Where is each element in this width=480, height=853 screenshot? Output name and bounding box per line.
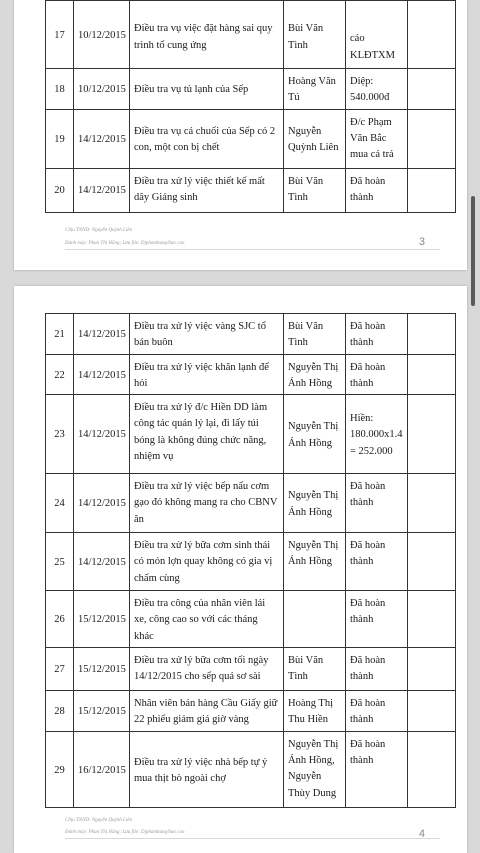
table-row — [46, 647, 456, 690]
table-row — [46, 109, 456, 168]
row-result: Diệp: 540.000đ — [346, 69, 408, 110]
row-person — [284, 591, 346, 648]
table-row — [46, 395, 456, 474]
row-number: 29 — [46, 731, 74, 807]
row-date: 10/12/2015 — [74, 69, 130, 110]
row-number: 28 — [46, 690, 74, 731]
row-person: Nguyễn Quỳnh Liên — [284, 109, 346, 168]
row-task: Điều tra công của nhân viên lái xe, công cao so với các tháng khác — [130, 591, 284, 648]
row-task: Điều tra xử lý việc vàng SJC tổ bán buôn — [130, 314, 284, 355]
row-number: 27 — [46, 647, 74, 690]
page-number: 4 — [418, 828, 425, 840]
row-empty-cell — [408, 109, 456, 168]
row-date: 14/12/2015 — [74, 354, 130, 395]
row-date: 14/12/2015 — [74, 395, 130, 474]
row-empty-cell — [408, 690, 456, 731]
row-task: Nhân viên bán hàng Cầu Giấy giữ 22 phiếu giảm giá giờ vàng — [130, 690, 284, 731]
table-row — [46, 533, 456, 591]
row-result: Đã hoàn thành — [346, 731, 408, 807]
row-result: Đã hoàn thành — [346, 474, 408, 533]
row-date: 15/12/2015 — [74, 690, 130, 731]
row-number: 20 — [46, 168, 74, 212]
table-row — [46, 474, 456, 533]
row-number: 22 — [46, 354, 74, 395]
row-task: Điều tra xử lý bữa cơm tối ngày 14/12/2015 cho sếp quá sơ sài — [130, 647, 284, 690]
row-person: Bùi Văn Tình — [284, 168, 346, 212]
row-number: 25 — [46, 533, 74, 591]
vertical-scrollbar[interactable] — [471, 196, 475, 306]
report-table — [45, 0, 456, 213]
row-result: Đã hoàn thành — [346, 591, 408, 648]
row-date: 14/12/2015 — [74, 109, 130, 168]
footer-divider — [65, 838, 440, 839]
document-page-3 — [14, 0, 467, 270]
document-page-4 — [14, 286, 467, 853]
footer-divider — [65, 249, 440, 250]
row-person: Nguyễn Thị Ánh Hồng — [284, 533, 346, 591]
row-empty-cell — [408, 731, 456, 807]
row-empty-cell — [408, 591, 456, 648]
row-task: Điều tra vụ việc đặt hàng sai quy trình tổ cung ứng — [130, 1, 284, 69]
footer-typist: Đánh máy: Phan Thị Hằng; Lưu file: Dịphamhung/bao cao — [65, 241, 185, 246]
page-number: 3 — [418, 236, 425, 248]
row-task: Điều tra vụ tủ lạnh của Sếp — [130, 69, 284, 110]
row-person: Nguyễn Thị Ánh Hồng — [284, 354, 346, 395]
row-empty-cell — [408, 395, 456, 474]
row-result: Hiền: 180.000x1.4 = 252.000 — [346, 395, 408, 474]
row-number: 18 — [46, 69, 74, 110]
row-date: 15/12/2015 — [74, 647, 130, 690]
table-row — [46, 314, 456, 355]
report-table — [45, 313, 456, 808]
row-number: 21 — [46, 314, 74, 355]
row-result: Đ/c Phạm Văn Bắc mua cá trả — [346, 109, 408, 168]
row-empty-cell — [408, 1, 456, 69]
row-date: 16/12/2015 — [74, 731, 130, 807]
row-number: 23 — [46, 395, 74, 474]
row-task: Điều tra xử lý việc thiết kế mất dây Giáng sinh — [130, 168, 284, 212]
table-row — [46, 354, 456, 395]
row-empty-cell — [408, 647, 456, 690]
row-task: Điều tra xử lý đ/c Hiền DD làm công tác quản lý lại, đi lấy túi bóng là không đúng chức năng, nhiệm vụ — [130, 395, 284, 474]
row-date: 10/12/2015 — [74, 1, 130, 69]
row-result: Đã hoàn thành — [346, 314, 408, 355]
row-empty-cell — [408, 354, 456, 395]
row-date: 14/12/2015 — [74, 314, 130, 355]
row-date: 14/12/2015 — [74, 533, 130, 591]
footer-responsible: Chịu TNND: Nguyễn Quỳnh Liên — [65, 818, 132, 823]
footer-typist: Đánh máy: Phan Thị Hằng; Lưu file: Dịphamhung/bao cao — [65, 830, 185, 835]
row-task: Điều tra xử lý việc bếp nấu cơm gạo đỏ không mang ra cho CBNV ăn — [130, 474, 284, 533]
footer-responsible: Chịu TNND: Nguyễn Quỳnh Liên — [65, 228, 132, 233]
row-task: Điều tra xử lý bữa cơm sinh thái có món lợn quay không có gia vị chấm cùng — [130, 533, 284, 591]
row-date: 14/12/2015 — [74, 474, 130, 533]
row-result: Đã hoàn thành — [346, 354, 408, 395]
row-result: cáo KLĐTXM — [346, 1, 408, 69]
row-number: 26 — [46, 591, 74, 648]
table-row — [46, 731, 456, 807]
row-task: Điều tra xử lý việc nhà bếp tự ý mua thịt bò ngoài chợ — [130, 731, 284, 807]
row-task: Điều tra xử lý việc khăn lạnh để hỏi — [130, 354, 284, 395]
row-number: 24 — [46, 474, 74, 533]
row-person: Bùi Văn Tình — [284, 647, 346, 690]
row-result: Đã hoàn thành — [346, 168, 408, 212]
row-person: Bùi Văn Tình — [284, 1, 346, 69]
table-row — [46, 69, 456, 110]
row-date: 15/12/2015 — [74, 591, 130, 648]
row-empty-cell — [408, 168, 456, 212]
row-result: Đã hoàn thành — [346, 647, 408, 690]
row-person: Nguyễn Thị Ánh Hồng, Nguyễn Thùy Dung — [284, 731, 346, 807]
row-date: 14/12/2015 — [74, 168, 130, 212]
table-row — [46, 168, 456, 212]
row-empty-cell — [408, 314, 456, 355]
row-task: Điều tra vụ cá chuối của Sếp có 2 con, một con bị chết — [130, 109, 284, 168]
table-row — [46, 1, 456, 69]
table-row — [46, 591, 456, 648]
row-person: Hoàng Thị Thu Hiền — [284, 690, 346, 731]
row-empty-cell — [408, 533, 456, 591]
row-number: 17 — [46, 1, 74, 69]
row-person: Bùi Văn Tình — [284, 314, 346, 355]
row-empty-cell — [408, 69, 456, 110]
row-result: Đã hoàn thành — [346, 690, 408, 731]
row-person: Nguyễn Thị Ánh Hồng — [284, 395, 346, 474]
table-row — [46, 690, 456, 731]
row-person: Nguyễn Thị Ánh Hồng — [284, 474, 346, 533]
row-result: Đã hoàn thành — [346, 533, 408, 591]
row-person: Hoàng Văn Tú — [284, 69, 346, 110]
row-number: 19 — [46, 109, 74, 168]
row-empty-cell — [408, 474, 456, 533]
